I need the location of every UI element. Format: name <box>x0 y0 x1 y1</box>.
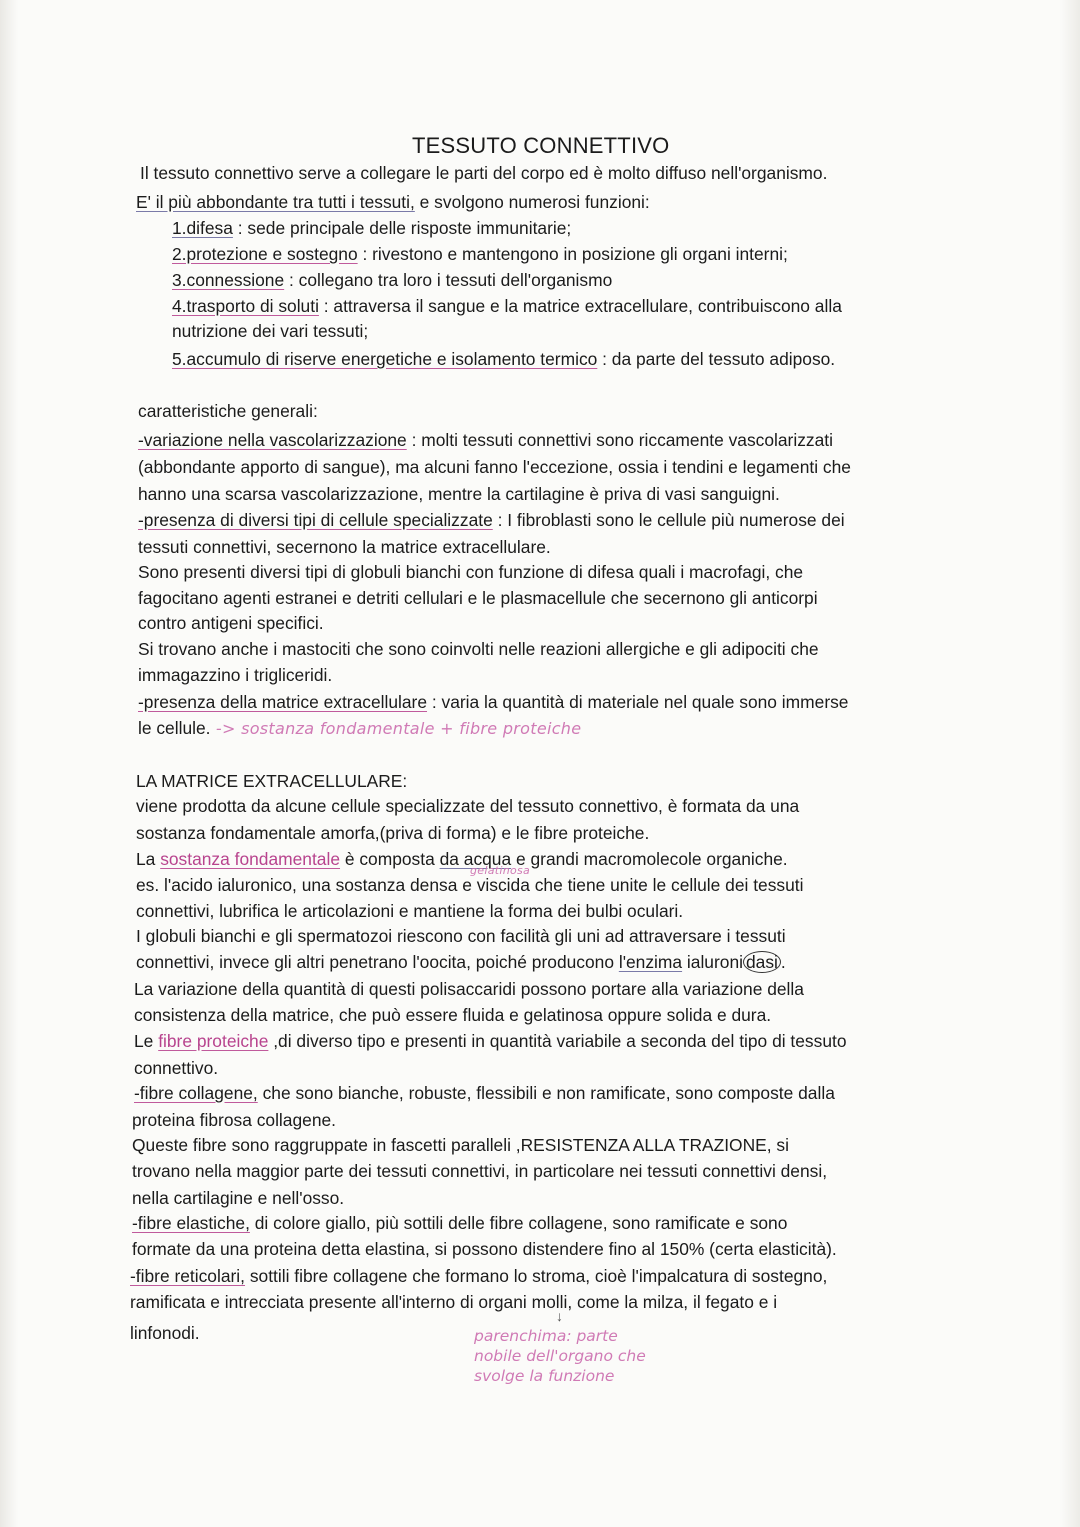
matrix-line: es. l'acido ialuronico, una sostanza densa e viscida che tiene unite le cellule dei tessuti <box>136 875 804 895</box>
handwritten-note-line: nobile dell'organo che <box>474 1347 646 1365</box>
function-term: 1.difesa <box>172 218 233 238</box>
matrix-line: I globuli bianchi e gli spermatozoi riescono con facilità gli uni ad attraversare i tessuti <box>136 926 786 946</box>
function-item <box>172 296 842 316</box>
text: e grandi macromolecole organiche. <box>511 849 788 869</box>
text: Le <box>134 1031 159 1051</box>
matrix-line <box>130 1266 827 1286</box>
matrix-line <box>132 1213 787 1233</box>
underlined-term: da acqua <box>439 849 512 869</box>
text: è composta <box>340 849 440 869</box>
intro-line-1: Il tessuto connettivo serve a collegare le parti del corpo ed è molto diffuso nell'organismo. <box>140 163 828 183</box>
highlighted-term: sostanza fondamentale <box>160 849 341 869</box>
text: connettivi, invece gli altri penetrano l'oocita, poiché producono <box>136 952 619 972</box>
general-line <box>138 692 848 712</box>
function-item-cont <box>172 321 368 341</box>
arrow-down-icon: ↓ <box>556 1308 563 1324</box>
function-desc: : attraversa il sangue e la matrice extracellulare, contribuiscono alla <box>318 296 842 316</box>
general-line: Si trovano anche i mastociti che sono coinvolti nelle reazioni allergiche e gli adipociti che <box>138 639 819 659</box>
function-item <box>172 270 612 290</box>
intro-rest: e svolgono numerosi funzioni: <box>414 192 650 212</box>
matrix-line: sostanza fondamentale amorfa,(priva di forma) e le fibre proteiche. <box>136 823 650 843</box>
general-line <box>138 510 845 530</box>
matrix-line: formate da una proteina detta elastina, si possono distendere fino al 150% (certa elasticità). <box>132 1239 837 1259</box>
general-line: fagocitano agenti estranei e detriti cellulari e le plasmacellule che secernono gli anticorpi <box>138 588 818 608</box>
intro-line-2 <box>136 192 650 212</box>
text: La <box>136 849 161 869</box>
general-term: -presenza della matrice extracellulare <box>138 692 428 712</box>
general-last-line <box>138 718 581 739</box>
underlined-term: l'enzima <box>618 952 683 972</box>
text: ialuroni <box>682 952 743 972</box>
matrix-line: proteina fibrosa collagene. <box>132 1110 336 1130</box>
general-term: -presenza di diversi tipi di cellule specializzate <box>138 510 493 530</box>
handwritten-annotation: -> sostanza fondamentale + fibre proteiche <box>210 719 582 738</box>
general-line: contro antigeni specifici. <box>138 613 324 633</box>
general-line: Sono presenti diversi tipi di globuli bianchi con funzione di difesa quali i macrofagi, che <box>138 562 804 582</box>
general-text: : I fibroblasti sono le cellule più numerose dei <box>492 510 845 530</box>
general-line: (abbondante apporto di sangue), ma alcuni fanno l'eccezione, ossia i tendini e legamenti che <box>138 457 851 477</box>
fiber-term: -fibre reticolari, <box>130 1266 246 1286</box>
matrix-line: nella cartilagine e nell'osso. <box>132 1188 345 1208</box>
general-term: -variazione nella vascolarizzazione <box>138 430 407 450</box>
function-desc: nutrizione dei vari tessuti; <box>172 321 369 341</box>
matrix-line: La variazione della quantità di questi polisaccaridi possono portare alla variazione della <box>134 979 804 999</box>
matrix-line: viene prodotta da alcune cellule specializzate del tessuto connettivo, è formata da una <box>136 796 800 816</box>
text: . <box>780 952 786 972</box>
text: di colore giallo, più sottili delle fibre collagene, sono ramificate e sono <box>249 1213 788 1233</box>
function-desc: : sede principale delle risposte immunitarie; <box>232 218 572 238</box>
handwritten-note-line: parenchima: parte <box>474 1327 618 1345</box>
intro-underlined: E' il più abbondante tra tutti i tessuti, <box>136 192 415 212</box>
matrix-line: trovano nella maggior parte dei tessuti connettivi, in particolare nei tessuti connettivi densi, <box>132 1161 828 1181</box>
function-item <box>172 349 835 369</box>
general-text: : varia la quantità di materiale nel quale sono immerse <box>427 692 849 712</box>
function-term: 4.trasporto di soluti <box>172 296 319 316</box>
function-term: 2.protezione e sostegno <box>172 244 358 264</box>
general-line: immagazzino i trigliceridi. <box>138 665 333 685</box>
matrix-line: Queste fibre sono raggruppate in fascetti paralleli ,RESISTENZA ALLA TRAZIONE, si <box>132 1135 789 1155</box>
text: che sono bianche, robuste, flessibili e non ramificate, sono composte dalla <box>257 1083 835 1103</box>
matrix-line: connettivo. <box>134 1058 219 1078</box>
matrix-line <box>136 952 786 972</box>
text: sottili fibre collagene che formano lo stroma, cioè l'impalcatura di sostegno, <box>245 1266 828 1286</box>
function-desc: : rivestono e mantengono in posizione gli organi interni; <box>357 244 788 264</box>
matrix-heading: LA MATRICE EXTRACELLULARE: <box>136 771 408 791</box>
matrix-line: ramificata e intrecciata presente all'interno di organi molli, come la milza, il fegato e i <box>130 1292 778 1312</box>
circled-text: dasi <box>743 951 781 973</box>
matrix-line <box>136 849 788 869</box>
function-term: 3.connessione <box>172 270 285 290</box>
fiber-term: -fibre collagene, <box>134 1083 258 1103</box>
matrix-line <box>134 1083 835 1103</box>
handwritten-gelatinosa: gelatinosa <box>470 864 531 877</box>
page-title: TESSUTO CONNETTIVO <box>412 133 670 158</box>
highlighted-term: fibre proteiche <box>158 1031 269 1051</box>
function-item <box>172 218 571 238</box>
matrix-line: connettivi, lubrifica le articolazioni e mantiene la forma dei bulbi oculari. <box>136 901 684 921</box>
matrix-line: consistenza della matrice, che può essere fluida e gelatinosa oppure solida e dura. <box>134 1005 772 1025</box>
matrix-line: linfonodi. <box>130 1323 200 1343</box>
text: ,di diverso tipo e presenti in quantità variabile a seconda del tipo di tessuto <box>268 1031 847 1051</box>
general-line <box>138 430 833 450</box>
handwritten-note-line: svolge la funzione <box>474 1367 615 1385</box>
general-line: hanno una scarsa vascolarizzazione, mentre la cartilagine è priva di vasi sanguigni. <box>138 484 780 504</box>
function-desc: : collegano tra loro i tessuti dell'organismo <box>284 270 613 290</box>
function-desc: : da parte del tessuto adiposo. <box>597 349 836 369</box>
general-text: : molti tessuti connettivi sono riccamente vascolarizzati <box>406 430 833 450</box>
fiber-term: -fibre elastiche, <box>132 1213 250 1233</box>
general-line: tessuti connettivi, secernono la matrice extracellulare. <box>138 537 551 557</box>
function-term: 5.accumulo di riserve energetiche e isolamento termico <box>172 349 598 369</box>
function-item <box>172 244 788 264</box>
general-text: le cellule. <box>138 718 211 738</box>
matrix-line <box>134 1031 847 1051</box>
general-heading: caratteristiche generali: <box>138 401 318 421</box>
